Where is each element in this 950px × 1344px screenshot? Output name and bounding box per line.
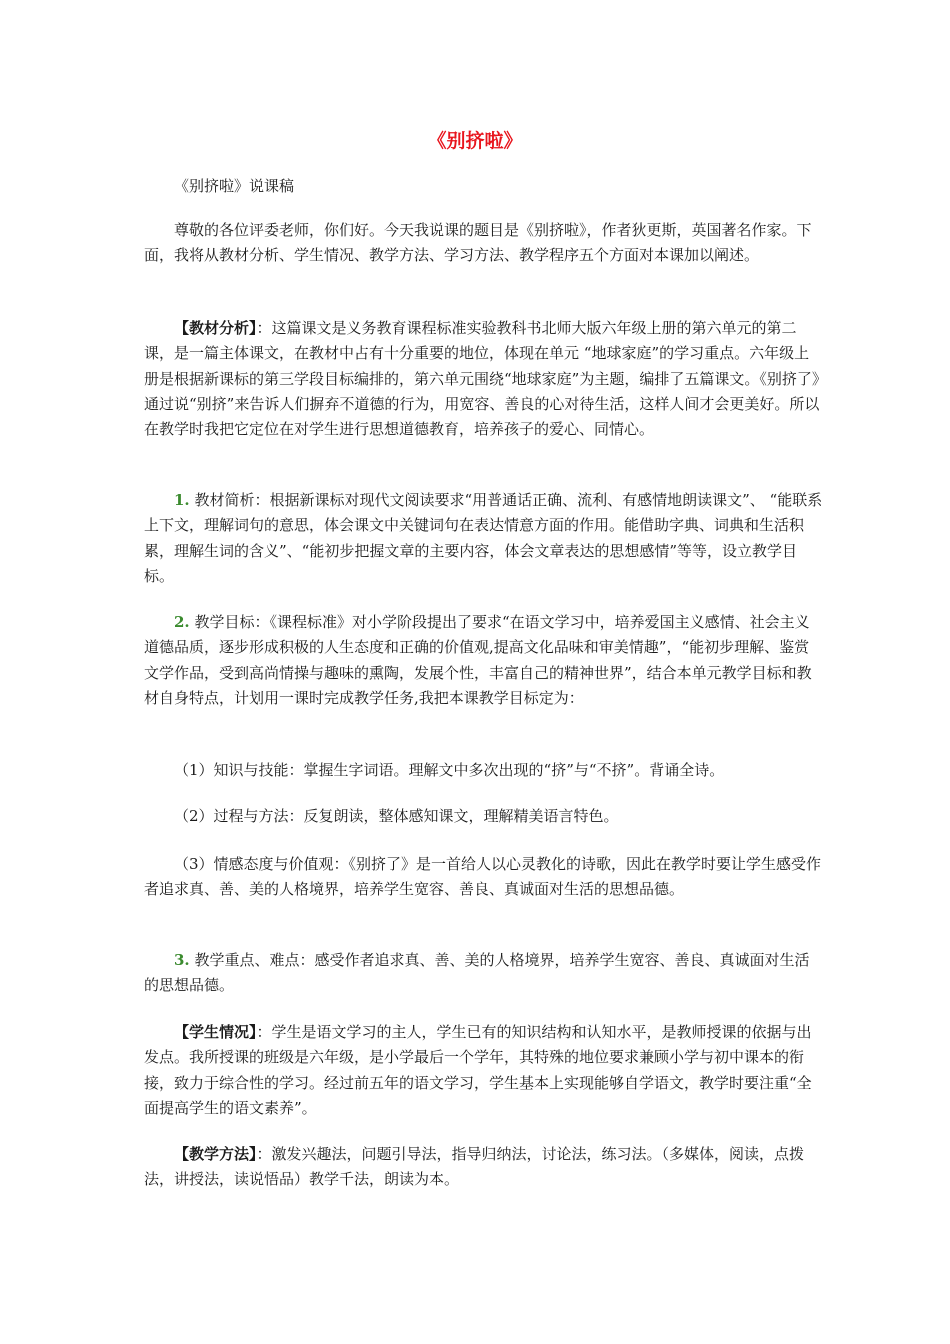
- doc-title: 《别挤啦》: [427, 130, 523, 152]
- goal-2-paragraph: （2）过程与方法：反复朗读，整体感知课文，理解精美语言特色。: [174, 807, 619, 825]
- doc-subtitle: 《别挤啦》说课稿: [174, 177, 295, 195]
- section-student-situation: [144, 1020, 824, 1121]
- section-text: ：这篇课文是义务教育课程标准实验教科书北师大版六年级上册的第六单元的第二课，是一篇主体课文，在教材中占有十分重要的地位，体现在单元 “地球家庭”的学习重点。六年级上册是根据新课标的第三学段目标编排的，第六单元围绕“地球家庭”为主题，编排了五篇课文。《别挤了》通过说“别挤”来告诉人们摒弃不道德的行为，用宽容、善良的心对待生活，这样人间才会更美好。所以在教学时我把它定位在对学生进行思想道德教育，培养孩子的爱心、同情心。: [144, 319, 820, 439]
- intro-text: 尊敬的各位评委老师，你们好。今天我说课的题目是《别挤啦》，作者狄更斯，英国著名作家。下面，我将从教材分析、学生情况、教学方法、学习方法、教学程序五个方面对本课加以阐述。: [144, 221, 812, 265]
- point-text: 教学目标：《课程标准》对小学阶段提出了要求“在语文学习中，培养爱国主义感情、社会主义道德品质，逐步形成积极的人生态度和正确的价值观,提高文化品味和审美情趣”，“能初步理解、鉴赏文学作品，受到高尚情操与趣味的熏陶，发展个性，丰富自己的精神世界”，结合本单元教学目标和教材自身特点，计划用一课时完成教学任务,我把本课教学目标定为：: [144, 613, 812, 707]
- section-heading: 【学生情况】: [174, 1023, 257, 1041]
- section-heading: 【教材分析】: [174, 319, 257, 337]
- point-3-paragraph: [144, 948, 824, 999]
- section-text: ：激发兴趣法，问题引导法，指导归纳法，讨论法，练习法。（多媒体，阅读，点拨法，讲授法，读说悟品）教学千法，朗读为本。: [144, 1145, 805, 1189]
- intro-paragraph: [144, 218, 824, 269]
- section-teaching-methods: [144, 1142, 824, 1193]
- point-number: 3.: [174, 951, 190, 969]
- goal-1-paragraph: （1）知识与技能：掌握生字词语。理解文中多次出现的“挤”与“不挤”。背诵全诗。: [174, 761, 725, 779]
- goal-3-paragraph: （3）情感态度与价值观：《别挤了》是一首给人以心灵教化的诗歌，因此在教学时要让学生感受作者追求真、善、美的人格境界，培养学生宽容、善良、真诚面对生活的思想品德。: [144, 855, 822, 899]
- section-materials-analysis: [144, 316, 824, 442]
- point-text: 教材简析：根据新课标对现代文阅读要求“用普通话正确、流利、有感情地朗读课文”、 “能联系上下文，理解词句的意思，体会课文中关键词句在表达情意方面的作用。能借助字典、词典和生活积累，理解生词的含义”、“能初步把握文章的主要内容，体会文章表达的思想感情”等等，设立教学目标。: [144, 491, 823, 585]
- point-1-paragraph: [144, 488, 824, 589]
- point-2-paragraph: [144, 610, 824, 711]
- point-number: 2.: [174, 613, 190, 631]
- point-number: 1.: [174, 491, 190, 509]
- section-text: ：学生是语文学习的主人，学生已有的知识结构和认知水平，是教师授课的依据与出发点。我所授课的班级是六年级，是小学最后一个学年，其特殊的地位要求兼顾小学与初中课本的衔接，致力于综合性的学习。经过前五年的语文学习，学生基本上实现能够自学语文，教学时要注重“全面提高学生的语文素养”。: [144, 1023, 812, 1117]
- section-heading: 【教学方法】: [174, 1145, 257, 1163]
- point-text: 教学重点、难点：感受作者追求真、善、美的人格境界，培养学生宽容、善良、真诚面对生活的思想品德。: [144, 951, 810, 995]
